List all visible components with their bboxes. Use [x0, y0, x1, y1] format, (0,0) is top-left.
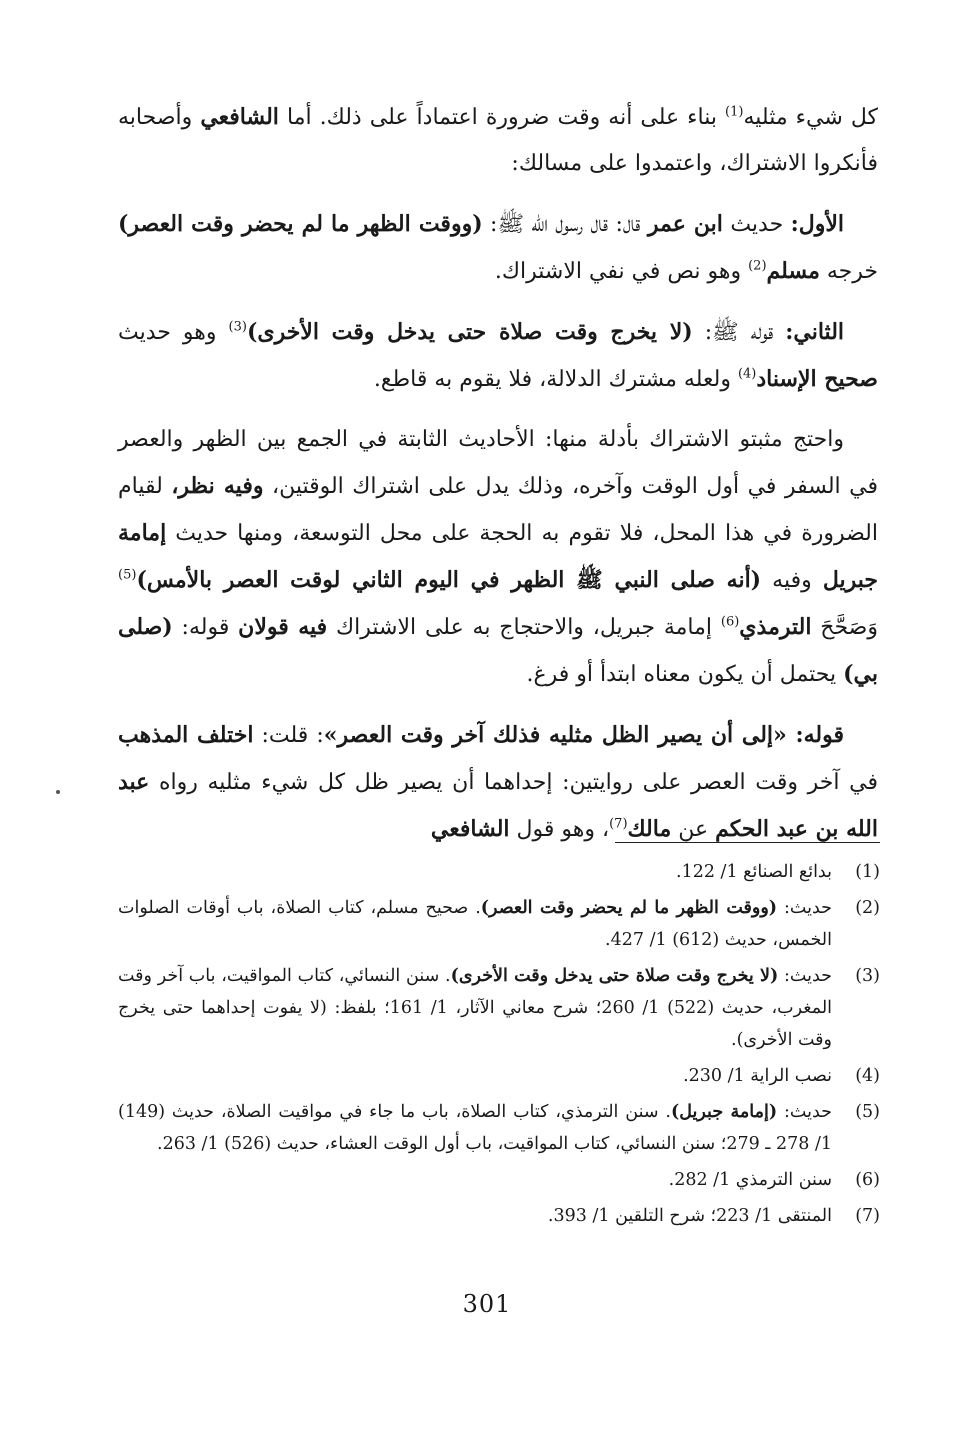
footnote-number: (6) [855, 1170, 880, 1190]
scan-speck [56, 790, 60, 794]
footnote-ref-7: (7) [609, 816, 628, 832]
footnote-text [118, 1060, 832, 1092]
footnote-text [118, 1096, 832, 1160]
bold-text: الترمذي [739, 614, 812, 640]
bold-text: اختلف المذهب [118, 722, 254, 748]
footnote-ref-6: (6) [720, 614, 740, 630]
footnote-text [118, 856, 832, 888]
footnote-number: (3) [855, 966, 880, 986]
footnote-number: (5) [855, 1102, 880, 1122]
text-run: : قلت: [253, 723, 324, 748]
footnote-1 [118, 856, 880, 888]
bold-quote: (لا يخرج وقت صلاة حتى يدخل وقت الأخرى) [246, 319, 693, 345]
text-run: وهو حديث [118, 320, 229, 345]
bold-text: مسلم [766, 258, 820, 284]
text-run: قال: قال رسول الله ﷺ: [482, 212, 648, 237]
footnote-ref-5: (5) [118, 567, 137, 583]
paragraph-4 [118, 417, 878, 698]
footnote-text-run: حديث: [777, 898, 832, 918]
bold-text: الأول: [790, 211, 845, 237]
paragraph-1 [118, 94, 878, 187]
bold-text: الشافعي [430, 816, 510, 842]
paragraph-5 [118, 712, 878, 853]
bold-text: الشافعي [200, 104, 279, 130]
footnote-text-run: بدائع الصنائع 1/ 122. [676, 862, 832, 882]
footnote-3 [118, 960, 880, 1056]
bold-text: الثاني: [785, 319, 845, 345]
text-run: كل شيء مثليه [743, 105, 878, 130]
text-run: في آخر وقت العصر على روايتين: إحداهما أن يصير ظل كل شيء مثليه رواه [149, 770, 878, 795]
footnote-5 [118, 1096, 880, 1160]
footnote-number: (7) [855, 1206, 880, 1226]
text-run: وَصَحَّحَ [811, 615, 878, 640]
footnotes [118, 856, 880, 1236]
bold-text: فيه قولان [238, 614, 328, 640]
footnote-ref-4: (4) [737, 366, 757, 382]
footnote-bold-text: (إمامة جبريل) [670, 1102, 778, 1122]
text-run: حديث [722, 212, 791, 237]
bold-text: ابن عمر [647, 211, 723, 237]
text-run: واحتج مثبتو الاشتراك بأدلة منها: الأحاديث الثابتة في الجمع بين الظهر والعصر في السفر في أول الوقت وآخره، وذلك يدل على اشتراك الوقتين، [118, 427, 878, 499]
footnote-ref-2: (2) [748, 258, 767, 274]
bold-text: إمامة جبريل [118, 520, 879, 593]
text-run: إمامة جبريل، والاحتجاج به على الاشتراك [327, 615, 721, 640]
footnote-7 [118, 1200, 880, 1232]
footnote-text [118, 1164, 832, 1196]
footnote-text-run: . صحيح مسلم، كتاب الصلاة، باب أوقات الصلوات الخمس، حديث (612) 1/ 427. [118, 898, 832, 950]
footnote-ref-3: (3) [228, 319, 247, 335]
footnote-6 [118, 1164, 880, 1196]
text-run: بناء على أنه وقت ضرورة اعتماداً على ذلك. أما [278, 105, 726, 130]
bold-text: وفيه نظر، [171, 473, 264, 499]
footnote-4 [118, 1060, 880, 1092]
main-text [118, 94, 878, 867]
footnote-bold-text: (ووقت الظهر ما لم يحضر وقت العصر) [480, 898, 778, 918]
page-number: 301 [462, 1290, 512, 1318]
footnote-text [118, 1200, 832, 1232]
footnote-number: (2) [855, 898, 880, 918]
bold-quote: (أنه صلى النبي ﷺ الظهر في اليوم الثاني لوقت العصر بالأمس) [136, 567, 762, 593]
footnote-separator [615, 842, 880, 843]
footnote-text-run: حديث: [777, 1102, 832, 1122]
footnote-text-run: . سنن الترمذي، كتاب الصلاة، باب ما جاء في مواقيت الصلاة، حديث (149) 1/ 278 ـ 279؛ سنن النسائي، كتاب المواقيت، باب أول الوقت العشاء، حديث (526) 1/ 263. [118, 1102, 832, 1154]
bold-quote: قوله: «إلى أن يصير الظل مثليه فذلك آخر وقت العصر» [323, 722, 844, 748]
bold-text: عبد الله بن عبد الحكم [118, 769, 878, 842]
text-run: يحتمل أن يكون معناه ابتدأ أو فرغ. [526, 662, 844, 687]
text-run: خرجه [819, 259, 878, 284]
footnote-number: (1) [855, 862, 880, 882]
text-run: قوله ﷺ: [692, 320, 786, 345]
text-run: وهو نص في نفي الاشتراك. [494, 259, 749, 284]
footnote-bold-text: (لا يخرج وقت صلاة حتى يدخل وقت الأخرى) [450, 966, 779, 986]
footnote-text-run: نصب الراية 1/ 230. [683, 1066, 832, 1086]
footnote-2 [118, 892, 880, 956]
text-run: ولعله مشترك الدلالة، فلا يقوم به قاطع. [373, 367, 738, 392]
text-run: ، وهو قول [509, 817, 610, 842]
footnote-text-run: حديث: [778, 966, 832, 986]
bold-quote: (ووقت الظهر ما لم يحضر وقت العصر) [118, 211, 483, 237]
bold-text: صحيح الإسناد [756, 366, 878, 392]
text-run: لقيام الضرورة في هذا المحل، فلا تقوم به الحجة على محل التوسعة، ومنها حديث [118, 474, 878, 546]
text-run: قوله: [172, 615, 239, 640]
footnote-text [118, 892, 832, 956]
footnote-text [118, 960, 832, 1056]
text-run: وأصحابه فأنكروا الاشتراك، واعتمدوا على مسالك: [118, 105, 878, 176]
footnote-text-run: المنتقى 1/ 223؛ شرح التلقين 1/ 393. [547, 1206, 832, 1226]
bold-quote: (صلى بي) [118, 614, 878, 687]
footnote-text-run: سنن الترمذي 1/ 282. [668, 1170, 832, 1190]
footnote-ref-1: (1) [725, 104, 744, 120]
footnote-number: (4) [855, 1066, 880, 1086]
paragraph-2 [118, 201, 878, 295]
bold-text: مالك [627, 816, 672, 842]
paragraph-3 [118, 309, 878, 403]
text-run: عن [671, 817, 716, 842]
footnote-text-run: . سنن النسائي، كتاب المواقيت، باب آخر وقت المغرب، حديث (522) 1/ 260؛ شرح معاني الآثار، 1/ 161؛ بلفظ: (لا يفوت إحداهما حتى يخرج وقت الأخرى). [118, 966, 833, 1050]
text-run: وفيه [761, 568, 823, 593]
